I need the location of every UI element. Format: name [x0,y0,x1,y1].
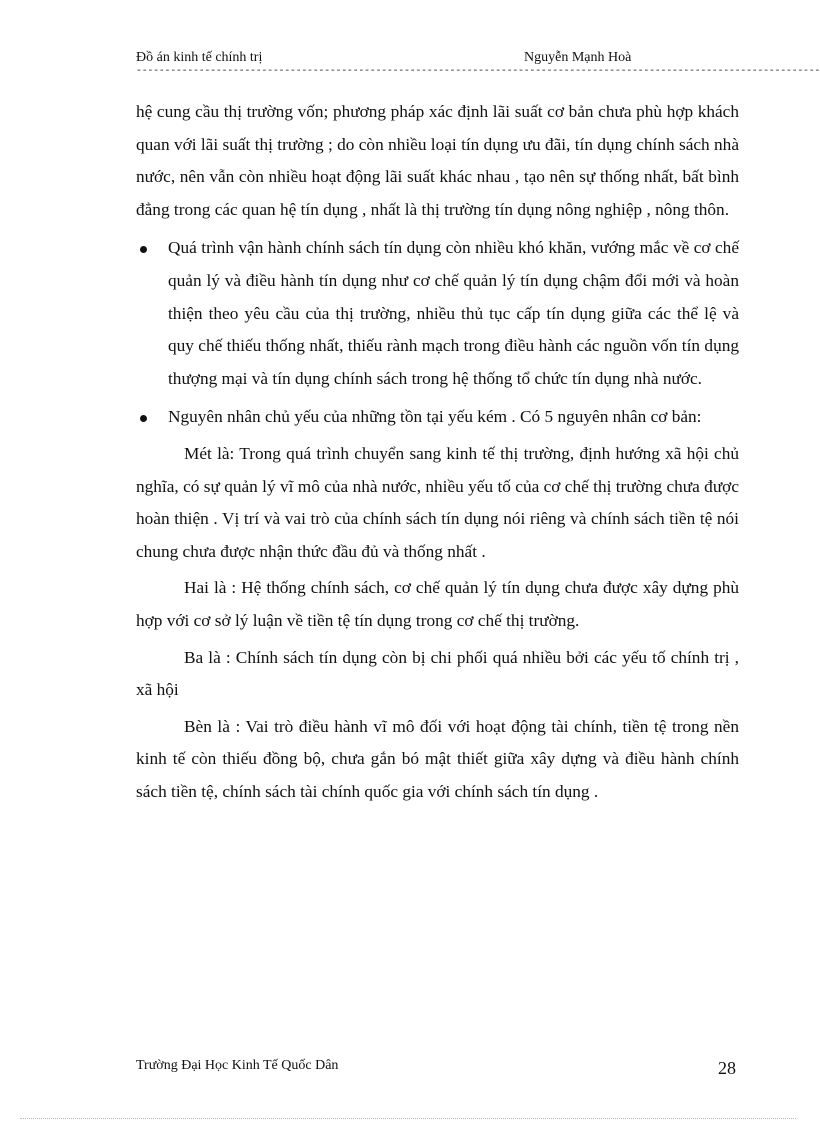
bullet-item [136,401,739,434]
bullet-item [136,232,739,395]
footer-school: Trường Đại Học Kinh Tế Quốc Dân [136,1058,339,1073]
bullet-text: Quá trình vận hành chính sách tín dụng còn nhiều khó khăn, vướng mắc về cơ chế quản lý và điều hành tín dụng như cơ chế quản lý tín dụng chậm đổi mới và hoàn thiện theo yêu cầu của thị trường, nhiều thủ tục cấp tín dụng giữa các thể lệ và quy chế thiếu thống nhất, thiếu rành mạch trong điều hành các nguồn vốn tín dụng thượng mại và tín dụng chính sách trong hệ thống tổ chức tín dụng nhà nước. [168,238,739,388]
body-text [136,96,739,808]
paragraph-reason-one: Mét là: Trong quá trình chuyển sang kinh tế thị trường, định hướng xã hội chủ nghĩa, có sự quản lý vĩ mô của nhà nước, nhiều yếu tố của cơ chế thị trường chưa được hoàn thiện . Vị trí và vai trò của chính sách tín dụng nói riêng và chính sách tiền tệ nói chung chưa được nhận thức đầu đủ và thống nhất . [136,443,739,561]
paragraph-reason-three: Ba là : Chính sách tín dụng còn bị chi phối quá nhiều bởi các yếu tố chính trị , xã hội [136,647,739,700]
page-edge-divider [20,1118,796,1121]
bullet-text: Nguyên nhân chủ yếu của những tồn tại yếu kém . Có 5 nguyên nhân cơ bản: [168,407,702,427]
page-number: 28 [718,1058,736,1078]
header-author: Nguyễn Mạnh Hoà [524,50,632,65]
header-title: Đồ án kinh tế chính trị [136,50,263,65]
header-divider: ------------------------------------------------------------------------------------------------------------------------ [136,66,820,77]
paragraph-reason-four: Bèn là : Vai trò điều hành vĩ mô đối với hoạt động tài chính, tiền tệ trong nền kinh tế còn thiếu đồng bộ, chưa gắn bó mật thiết giữa xây dựng và điều hành chính sách tiền tệ, chính sách tài chính quốc gia với chính sách tín dụng . [136,716,739,801]
bullet-dot-icon [140,415,147,422]
paragraph-continued: hệ cung cầu thị trường vốn; phương pháp xác định lãi suất cơ bản chưa phù hợp khách quan với lãi suất thị trường ; do còn nhiều loại tín dụng ưu đãi, tín dụng chính sách nhà nước, nên vẫn còn nhiều hoạt động lãi suất khác nhau , tạo nên sự thống nhất, bất bình đẳng trong các quan hệ tín dụng , nhất là thị trường tín dụng nông nghiệp , nông thôn. [136,102,739,219]
bullet-dot-icon [140,246,147,253]
paragraph-reason-two: Hai là : Hệ thống chính sách, cơ chế quản lý tín dụng chưa được xây dựng phù hợp với cơ sở lý luận về tiền tệ tín dụng trong cơ chế thị trường. [136,578,739,630]
